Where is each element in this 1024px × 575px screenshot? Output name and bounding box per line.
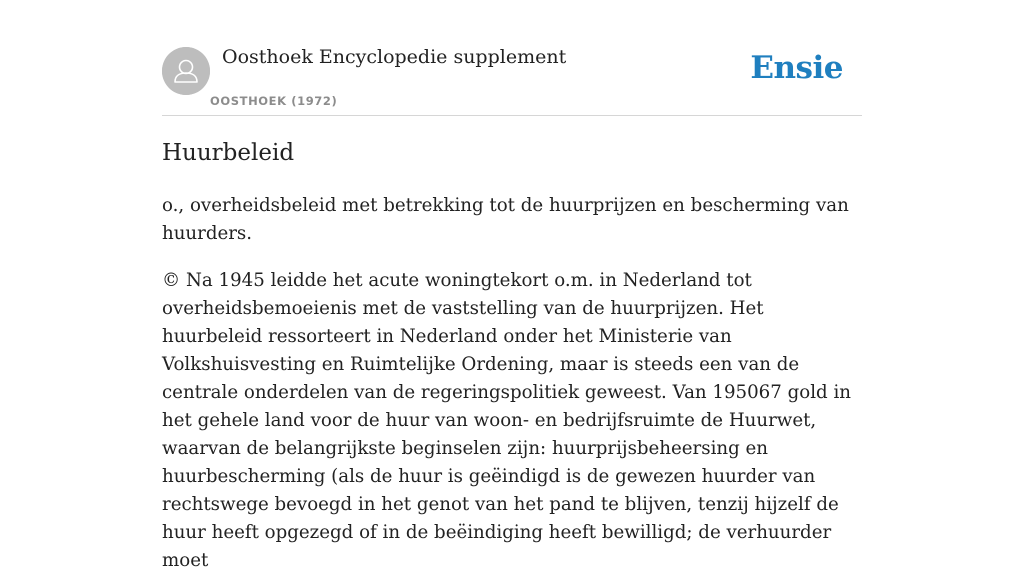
source-header xyxy=(162,0,862,116)
article-title: Huurbeleid xyxy=(162,140,295,166)
article-definition: o., overheidsbeleid met betrekking tot de huurprijzen en bescherming van huurders. xyxy=(162,195,849,244)
article-body: © Na 1945 leidde het acute woningtekort o.m. in Nederland tot overheidsbemoeienis met de vaststelling van de huurprijzen. Het huurbeleid ressorteert in Nederland onder het Ministerie van Volkshuisvesting en Ruimtelijke Ordening, maar is steeds een van de centrale onderdelen van de regeringspolitiek geweest. Van 195067 gold in het gehele land voor de huur van woon- en bedrijfsruimte de Huurwet, waarvan de belangrijkste beginselen zijn: huurprijsbeheersing en huurbescherming (als de huur is geëindigd is de gewezen huurder van rechtswege bevoegd in het genot van het pand te blijven, tenzij hijzelf de huur heeft opgezegd of in de beëindiging heeft bewilligd; de verhuurder moet xyxy=(162,270,851,571)
user-avatar-icon[interactable] xyxy=(162,47,210,95)
ensie-logo[interactable]: Ensie xyxy=(750,50,843,86)
source-publisher: OOSTHOEK (1972) xyxy=(210,94,338,108)
page xyxy=(162,0,862,571)
user-silhouette-icon xyxy=(162,47,210,95)
source-title-link[interactable]: Oosthoek Encyclopedie supplement xyxy=(222,46,567,68)
